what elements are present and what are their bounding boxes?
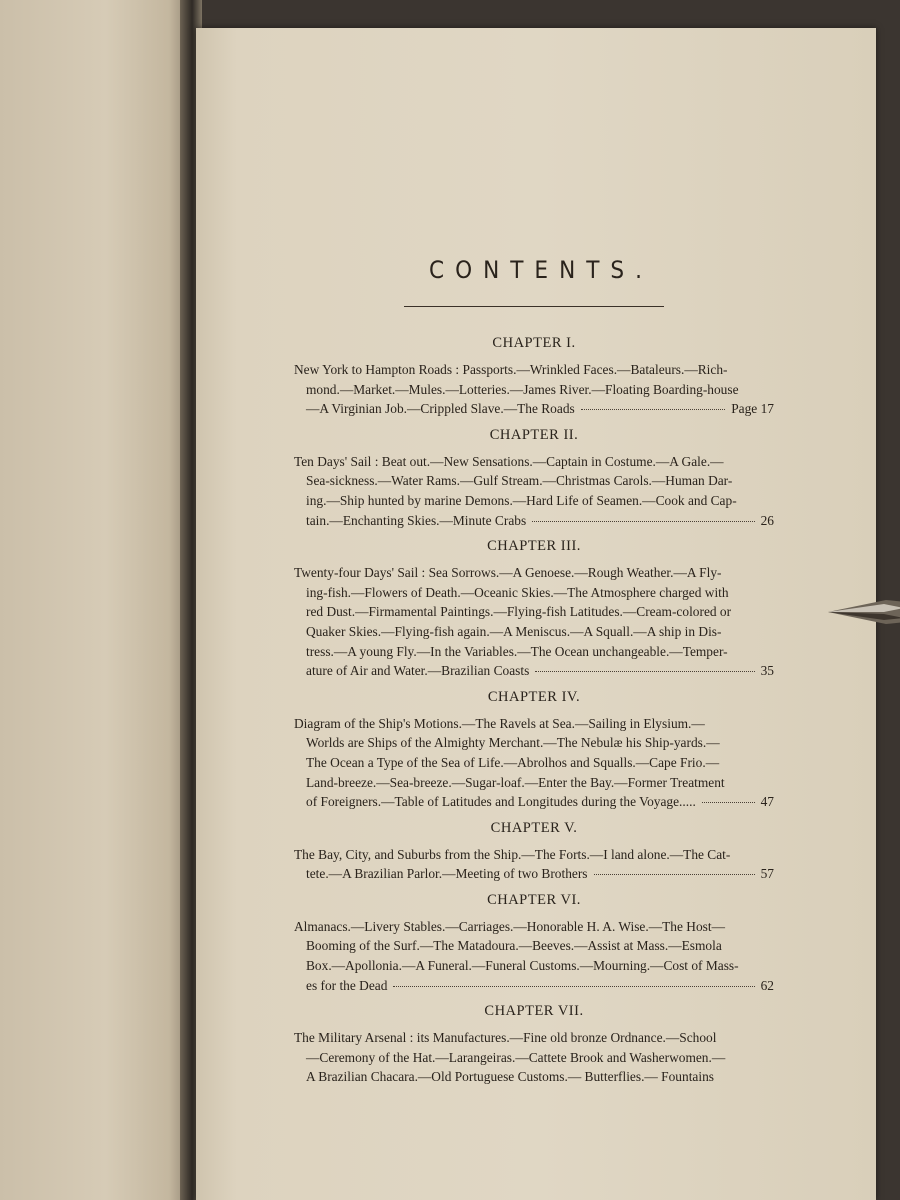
- summary-line: Box.—Apollonia.—A Funeral.—Funeral Customs.—Mourning.—Cost of Mass-: [306, 958, 739, 974]
- dot-leader: [594, 874, 755, 875]
- contents-title: CONTENTS.: [429, 256, 653, 284]
- summary-last-line: [294, 976, 774, 996]
- chapter-entry: [294, 335, 774, 419]
- summary-line: Quaker Skies.—Flying-fish again.—A Meniscus.—A Squall.—A ship in Dis-: [306, 623, 722, 639]
- summary-line: Sea-sickness.—Water Rams.—Gulf Stream.—Christmas Carols.—Human Dar-: [306, 473, 733, 489]
- summary-line: New York to Hampton Roads : Passports.—Wrinkled Faces.—Bataleurs.—Rich-: [294, 362, 728, 377]
- dot-leader: [581, 409, 725, 410]
- summary-line: A Brazilian Chacara.—Old Portuguese Customs.— Butterflies.— Fountains: [306, 1069, 714, 1085]
- dot-leader: [532, 521, 754, 522]
- pen-tip-icon: [826, 596, 900, 628]
- summary-line: Ten Days' Sail : Beat out.—New Sensations.—Captain in Costume.—A Gale.—: [294, 453, 724, 469]
- chapter-heading: CHAPTER I.: [492, 335, 576, 351]
- left-page: [0, 0, 192, 1200]
- chapter-entry: [294, 1003, 774, 1087]
- title-rule: [404, 306, 664, 307]
- page-reference: Page 17: [731, 401, 774, 417]
- page-reference: 35: [760, 663, 774, 679]
- summary-line: Booming of the Surf.—The Matadoura.—Beeves.—Assist at Mass.—Esmola: [306, 938, 722, 954]
- chapter-heading: CHAPTER VII.: [484, 1003, 584, 1020]
- chapter-summary: [294, 452, 774, 530]
- summary-line: ing-fish.—Flowers of Death.—Oceanic Skies.—The Atmosphere charged with: [306, 584, 729, 600]
- summary-line: ature of Air and Water.—Brazilian Coasts: [306, 663, 530, 679]
- dot-leader: [393, 986, 754, 987]
- page-reference: 26: [760, 512, 774, 528]
- chapter-heading: CHAPTER III.: [487, 538, 581, 555]
- summary-line: —A Virginian Job.—Crippled Slave.—The Roads: [306, 401, 575, 417]
- summary-line: es for the Dead: [306, 977, 388, 993]
- summary-line: The Military Arsenal : its Manufactures.—Fine old bronze Ordnance.—School: [294, 1030, 717, 1046]
- summary-line: mond.—Market.—Mules.—Lotteries.—James River.—Floating Boarding-house: [306, 381, 739, 397]
- summary-line: tress.—A young Fly.—In the Variables.—The Ocean unchangeable.—Temper-: [306, 643, 728, 659]
- chapter-heading: CHAPTER VI.: [487, 891, 581, 908]
- chapter-entry: [294, 689, 774, 812]
- page-reference: 47: [760, 794, 774, 810]
- chapter-summary: [294, 563, 774, 681]
- chapter-summary: [294, 917, 774, 995]
- summary-line: Twenty-four Days' Sail : Sea Sorrows.—A Genoese.—Rough Weather.—A Fly-: [294, 565, 722, 581]
- chapter-entry: [294, 892, 774, 995]
- summary-line: Diagram of the Ship's Motions.—The Ravels at Sea.—Sailing in Elysium.—: [294, 715, 705, 731]
- dot-leader: [535, 671, 754, 672]
- chapter-summary: [294, 845, 774, 884]
- summary-line: Almanacs.—Livery Stables.—Carriages.—Honorable H. A. Wise.—The Host—: [294, 918, 725, 934]
- chapter-entry: [294, 538, 774, 681]
- summary-last-line: [294, 792, 774, 812]
- summary-line: Worlds are Ships of the Almighty Merchant.—The Nebulæ his Ship-yards.—: [306, 735, 720, 751]
- summary-last-line: [294, 399, 774, 419]
- summary-line: ing.—Ship hunted by marine Demons.—Hard Life of Seamen.—Cook and Cap-: [306, 492, 737, 508]
- chapter-heading: CHAPTER V.: [490, 819, 578, 836]
- summary-line: red Dust.—Firmamental Paintings.—Flying-fish Latitudes.—Cream-colored or: [306, 604, 732, 620]
- summary-last-line: [294, 661, 774, 681]
- contents-section: [294, 256, 774, 1095]
- chapter-summary: [294, 714, 774, 812]
- chapter-summary: [294, 1028, 774, 1087]
- page-reference: 57: [760, 866, 774, 882]
- summary-line: Land-breeze.—Sea-breeze.—Sugar-loaf.—Enter the Bay.—Former Treatment: [306, 774, 725, 790]
- summary-last-line: [294, 511, 774, 531]
- chapter-list: [294, 335, 774, 1087]
- dot-leader: [702, 802, 755, 803]
- summary-line: tain.—Enchanting Skies.—Minute Crabs: [306, 512, 527, 528]
- chapter-heading: CHAPTER IV.: [487, 688, 581, 705]
- summary-line: The Bay, City, and Suburbs from the Ship.—The Forts.—I land alone.—The Cat-: [294, 846, 731, 862]
- summary-line: tete.—A Brazilian Parlor.—Meeting of two Brothers: [306, 866, 588, 882]
- summary-line: The Ocean a Type of the Sea of Life.—Abrolhos and Squalls.—Cape Frio.—: [306, 754, 720, 770]
- summary-last-line: [294, 864, 774, 884]
- chapter-entry: [294, 427, 774, 530]
- chapter-entry: [294, 820, 774, 884]
- chapter-heading: CHAPTER II.: [489, 426, 579, 443]
- summary-line: of Foreigners.—Table of Latitudes and Longitudes during the Voyage.....: [306, 794, 696, 810]
- summary-line: —Ceremony of the Hat.—Larangeiras.—Cattete Brook and Washerwomen.—: [306, 1049, 726, 1065]
- page-reference: 62: [760, 977, 774, 993]
- book-page: [196, 28, 876, 1200]
- chapter-summary: [294, 360, 774, 419]
